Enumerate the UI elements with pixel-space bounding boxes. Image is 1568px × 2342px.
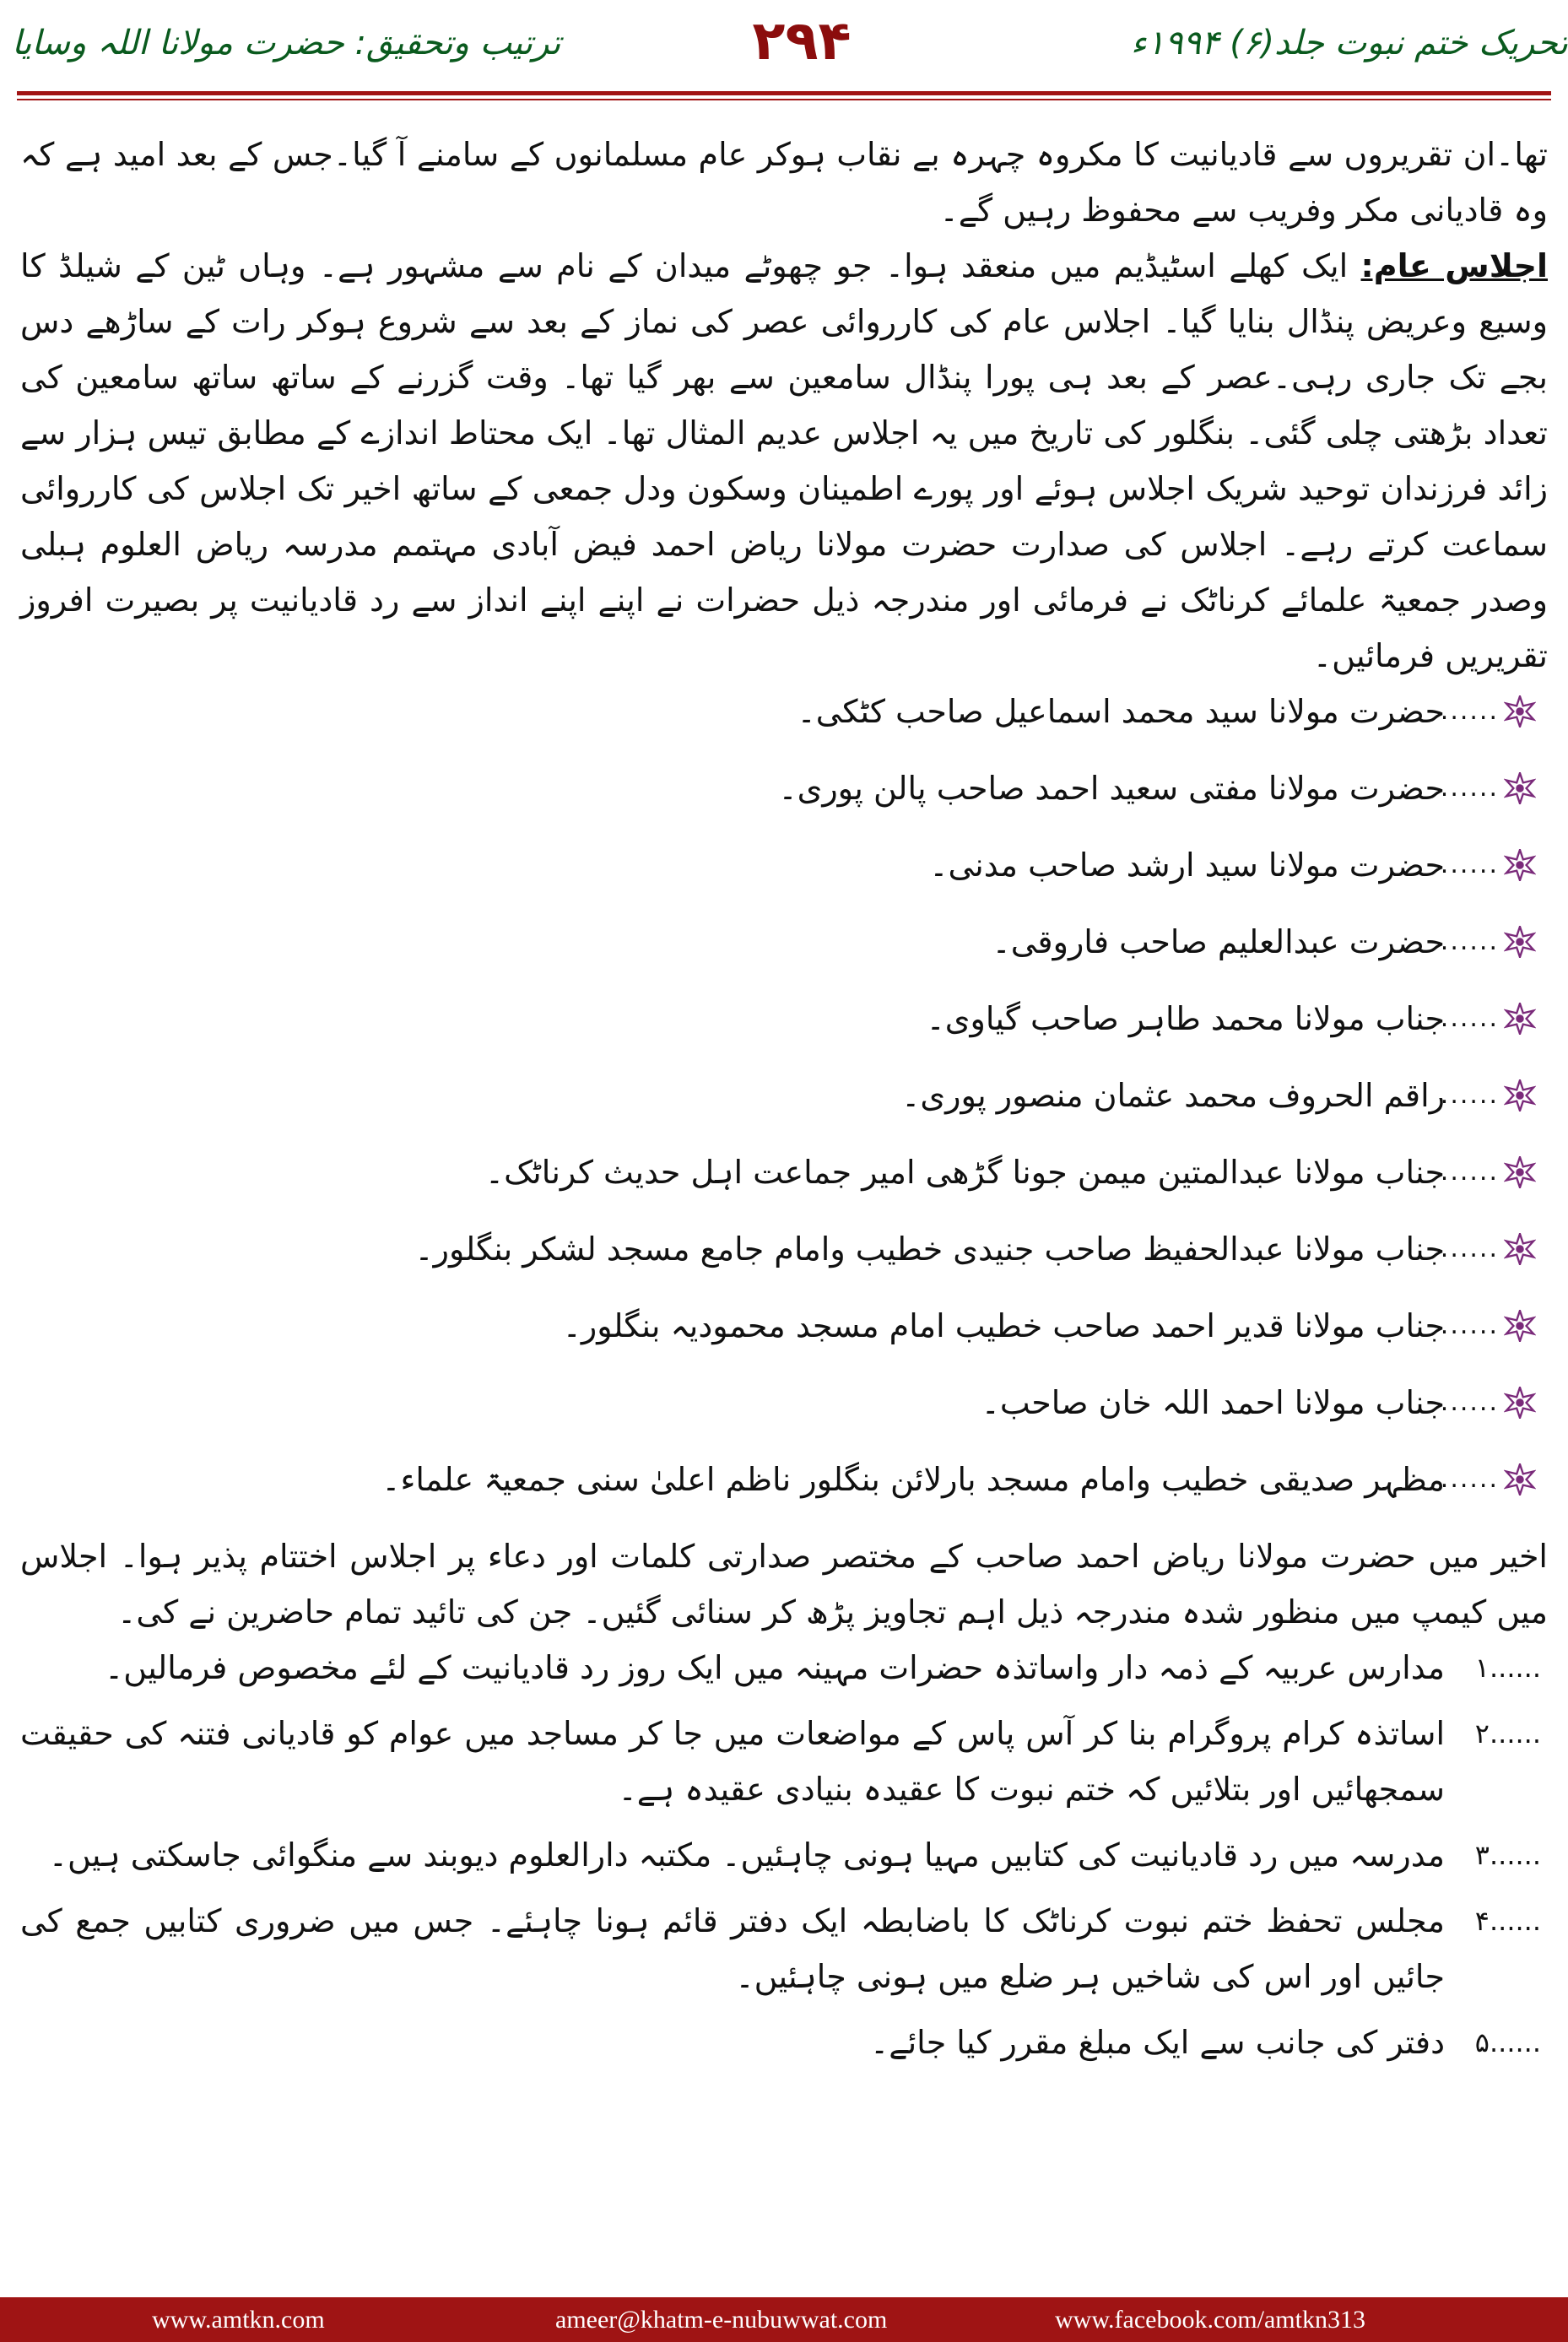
speaker-item bbox=[20, 1375, 1548, 1452]
speaker-item bbox=[20, 991, 1548, 1068]
paragraph-intro: تھا۔ان تقریروں سے قادیانیت کا مکروہ چہرہ بے نقاب ہوکر عام مسلمانوں کے سامنے آ گیا۔جس کے بعد امید ہے کہ وہ قادیانی مکر وفریب سے محفوظ رہیں گے۔ bbox=[20, 136, 1548, 229]
resolution-item bbox=[20, 1893, 1548, 2004]
speaker-name: جناب مولانا عبدالحفیظ صاحب جنیدی خطیب وامام جامع مسجد لشکر بنگلور۔ bbox=[414, 1230, 1445, 1268]
star-bullet-icon bbox=[1504, 1233, 1536, 1265]
list-marker bbox=[1440, 684, 1536, 739]
resolution-text: مدارس عربیہ کے ذمہ دار واساتذہ حضرات مہینہ میں ایک روز رد قادیانیت کے لئے مخصوص فرمالیں۔ bbox=[105, 1649, 1445, 1686]
speaker-name: حضرت مولانا سید ارشد صاحب مدنی۔ bbox=[929, 846, 1445, 884]
page-footer bbox=[0, 2297, 1568, 2342]
speaker-item bbox=[20, 1068, 1548, 1144]
list-marker bbox=[1440, 760, 1536, 816]
star-bullet-icon bbox=[1504, 1310, 1536, 1342]
list-marker bbox=[1440, 1144, 1536, 1200]
resolution-item bbox=[20, 1640, 1548, 1696]
speaker-name: جناب مولانا عبدالمتین میمن جونا گڑھی امیر جماعت اہل حدیث کرناٹک۔ bbox=[484, 1154, 1445, 1191]
speaker-name: حضرت مولانا مفتی سعید احمد صاحب پالن پوری۔ bbox=[778, 770, 1445, 807]
resolution-number: ۴...... bbox=[1474, 1905, 1541, 1937]
list-marker bbox=[1440, 1068, 1536, 1123]
speaker-name: راقم الحروف محمد عثمان منصور پوری۔ bbox=[901, 1077, 1445, 1114]
resolution-number: ۲...... bbox=[1474, 1717, 1541, 1750]
public-session-text: ایک کھلے اسٹیڈیم میں منعقد ہوا۔ جو چھوٹے میدان کے نام سے مشہور ہے۔ وہاں ٹین کے شیلڈ کا وسیع وعریض پنڈال بنایا گیا۔ اجلاس عام کی کارروائی عصر کی نماز کے بعد سے شروع ہوکر رات کے ساڑھے دس بجے تک جاری رہی۔عصر کے بعد ہی پورا پنڈال سامعین سے بھر گیا تھا۔ وقت گزرنے کے ساتھ ساتھ سامعین کی تعداد بڑھتی چلی گئی۔ بنگلور کی تاریخ میں یہ اجلاس عدیم المثال تھا۔ ایک محتاط اندازے کے مطابق تیس ہزار سے زائد فرزندان توحید شریک اجلاس ہوئے اور پورے اطمینان وسکون ودل جمعی کے ساتھ اخیر تک اجلاس کی کارروائی سماعت کرتے رہے۔ اجلاس کی صدارت حضرت مولانا ریاض احمد فیض آبادی مہتمم مدرسہ ریاض العلوم ہبلی وصدر جمعیۃ علمائے کرناٹک نے فرمائی اور مندرجہ ذیل حضرات نے اپنے اپنے انداز سے رد قادیانیت پر بصیرت افروز تقریریں فرمائیں۔ bbox=[20, 247, 1548, 674]
marker-dots: ...... bbox=[1440, 927, 1499, 956]
star-bullet-icon bbox=[1504, 695, 1536, 727]
speaker-name: جناب مولانا محمد طاہر صاحب گیاوی۔ bbox=[926, 1000, 1445, 1037]
marker-dots: ...... bbox=[1440, 850, 1499, 879]
star-bullet-icon bbox=[1504, 1387, 1536, 1419]
marker-dots: ...... bbox=[1440, 696, 1499, 726]
marker-dots: ...... bbox=[1440, 1003, 1499, 1033]
star-bullet-icon bbox=[1504, 1463, 1536, 1496]
resolutions-list bbox=[20, 1640, 1548, 2070]
page-header bbox=[0, 0, 1568, 100]
compiler-credit: ترتیب وتحقیق: حضرت مولانا اللہ وسایا bbox=[12, 24, 561, 62]
speaker-item bbox=[20, 1452, 1548, 1528]
marker-dots: ...... bbox=[1440, 1234, 1499, 1263]
paragraph-public-session bbox=[20, 238, 1548, 684]
resolution-text: مدرسہ میں رد قادیانیت کی کتابیں مہیا ہونی چاہئیں۔ مکتبہ دارالعلوم دیوبند سے منگوائی جاسکتی ہیں۔ bbox=[48, 1836, 1445, 1874]
speaker-item bbox=[20, 760, 1548, 837]
star-bullet-icon bbox=[1504, 1003, 1536, 1035]
book-title: تحریک ختم نبوت جلد(۶) ۱۹۹۴ء bbox=[1130, 24, 1568, 62]
resolution-text: دفتر کی جانب سے ایک مبلغ مقرر کیا جائے۔ bbox=[870, 2024, 1445, 2061]
speaker-name: حضرت مولانا سید محمد اسماعیل صاحب کٹکی۔ bbox=[797, 693, 1445, 730]
marker-dots: ...... bbox=[1440, 773, 1499, 803]
footer-email[interactable]: ameer@khatm-e-nubuwwat.com bbox=[555, 2306, 888, 2334]
list-marker bbox=[1440, 1452, 1536, 1507]
list-marker bbox=[1440, 1221, 1536, 1277]
resolution-text: اساتذہ کرام پروگرام بنا کر آس پاس کے مواضعات میں جا کر مساجد میں عوام کو قادیانی فتنہ کی حقیقت سمجھائیں اور بتلائیں کہ ختم نبوت کا عقیدہ بنیادی عقیدہ ہے۔ bbox=[20, 1715, 1445, 1808]
page-body bbox=[20, 127, 1548, 2080]
speaker-item bbox=[20, 1144, 1548, 1221]
speaker-item bbox=[20, 1298, 1548, 1375]
marker-dots: ...... bbox=[1440, 1157, 1499, 1187]
resolution-item bbox=[20, 1706, 1548, 1817]
marker-dots: ...... bbox=[1440, 1387, 1499, 1417]
page-number: ۲۹۴ bbox=[752, 10, 852, 73]
star-bullet-icon bbox=[1504, 849, 1536, 881]
footer-facebook[interactable]: www.facebook.com/amtkn313 bbox=[1055, 2306, 1365, 2334]
list-marker bbox=[1440, 1375, 1536, 1431]
star-bullet-icon bbox=[1504, 1079, 1536, 1112]
speaker-item bbox=[20, 914, 1548, 991]
speaker-name: مظہر صدیقی خطیب وامام مسجد بارلائن بنگلور ناظم اعلیٰ سنی جمعیۃ علماء۔ bbox=[381, 1461, 1445, 1498]
marker-dots: ...... bbox=[1440, 1311, 1499, 1340]
speaker-name: حضرت عبدالعلیم صاحب فاروقی۔ bbox=[992, 923, 1445, 960]
star-bullet-icon bbox=[1504, 772, 1536, 804]
speaker-name: جناب مولانا احمد اللہ خان صاحب۔ bbox=[981, 1384, 1445, 1421]
marker-dots: ...... bbox=[1440, 1464, 1499, 1494]
resolution-number: ۱...... bbox=[1474, 1652, 1541, 1684]
speakers-list bbox=[20, 684, 1548, 1528]
footer-website[interactable]: www.amtkn.com bbox=[152, 2306, 325, 2334]
header-rule-thin bbox=[17, 99, 1551, 100]
resolution-item bbox=[20, 2015, 1548, 2070]
list-marker bbox=[1440, 914, 1536, 970]
list-marker bbox=[1440, 991, 1536, 1047]
paragraph-closing: اخیر میں حضرت مولانا ریاض احمد صاحب کے مختصر صدارتی کلمات اور دعاء پر اجلاس اختتام پذیر ہوا۔ اجلاس میں کیمپ میں منظور شدہ مندرجہ ذیل اہم تجاویز پڑھ کر سنائی گئیں۔ جن کی تائید تمام حاضرین نے کی۔ bbox=[20, 1538, 1548, 1631]
header-rule-thick bbox=[17, 91, 1551, 95]
resolution-number: ۵...... bbox=[1474, 2026, 1541, 2058]
speaker-item bbox=[20, 1221, 1548, 1298]
list-marker bbox=[1440, 837, 1536, 893]
star-bullet-icon bbox=[1504, 926, 1536, 958]
speaker-name: جناب مولانا قدیر احمد صاحب خطیب امام مسجد محمودیہ بنگلور۔ bbox=[562, 1307, 1445, 1344]
resolution-number: ۳...... bbox=[1474, 1839, 1541, 1871]
list-marker bbox=[1440, 1298, 1536, 1354]
resolution-item bbox=[20, 1827, 1548, 1883]
section-heading: اجلاس عام: bbox=[1360, 247, 1548, 284]
resolution-text: مجلس تحفظ ختم نبوت کرناٹک کا باضابطہ ایک دفتر قائم ہونا چاہئے۔ جس میں ضروری کتابیں جمع کی جائیں اور اس کی شاخیں ہر ضلع میں ہونی چاہئیں۔ bbox=[20, 1902, 1445, 1995]
speaker-item bbox=[20, 837, 1548, 914]
speaker-item bbox=[20, 684, 1548, 760]
marker-dots: ...... bbox=[1440, 1080, 1499, 1110]
star-bullet-icon bbox=[1504, 1156, 1536, 1188]
